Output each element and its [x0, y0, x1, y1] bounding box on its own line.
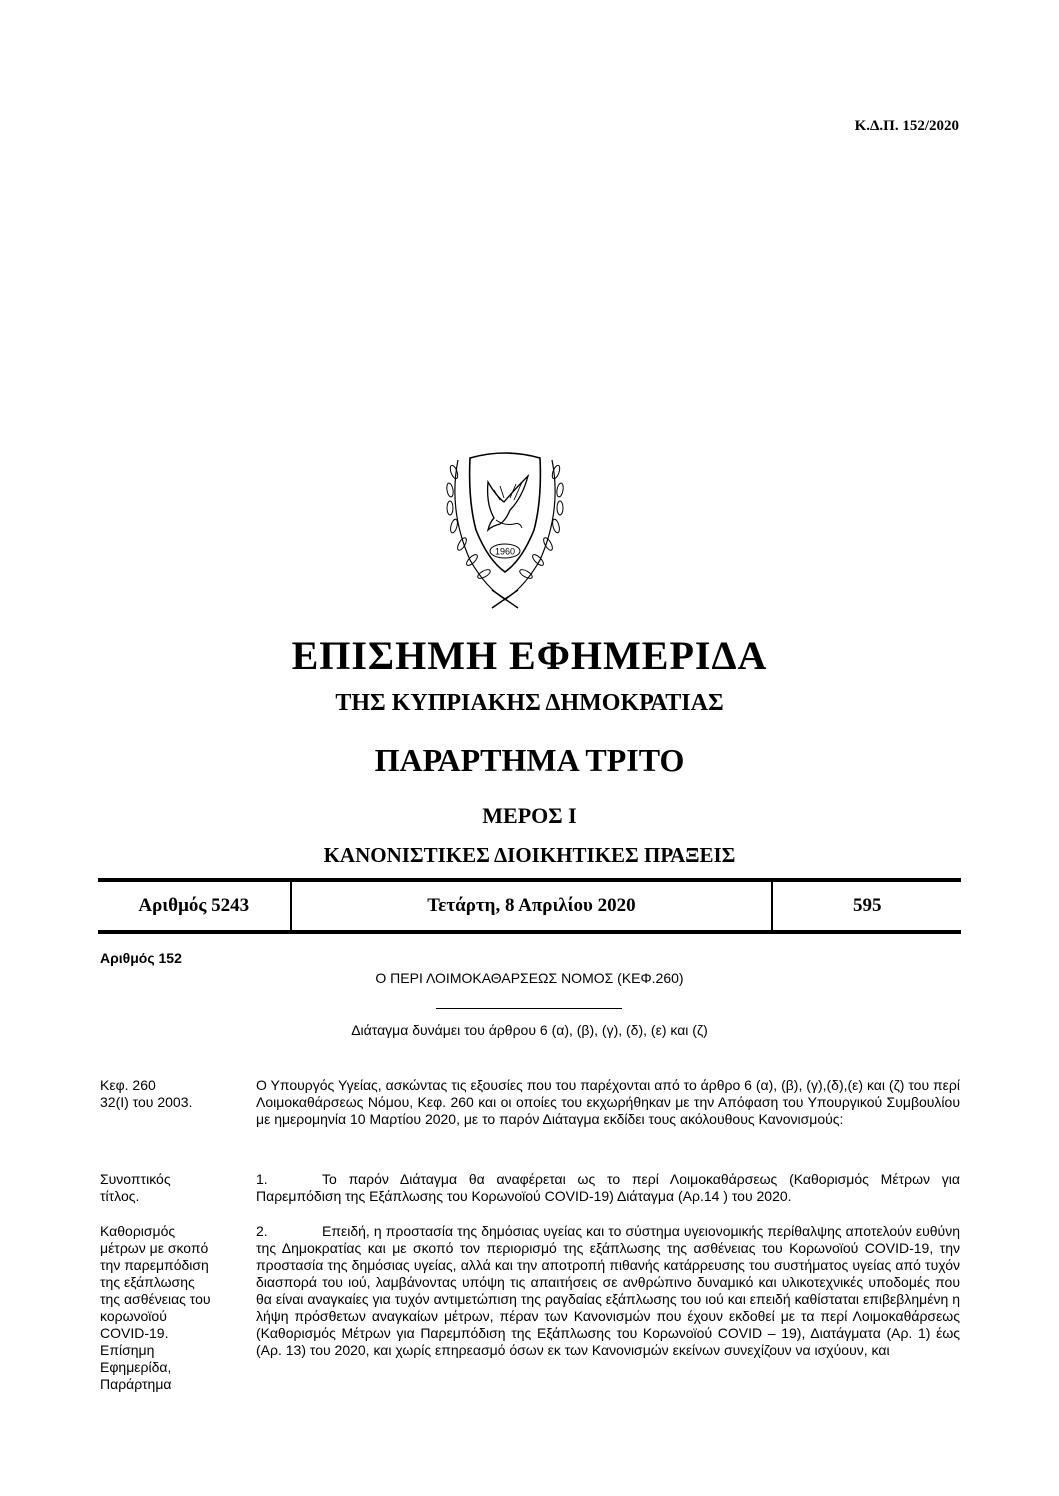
page-number: 595 — [852, 895, 882, 916]
emblem-year: 1960 — [494, 546, 516, 557]
margin-note: Καθορισμός μέτρων με σκοπό την παρεμπόδιση της εξάπλωσης της ασθένειας του κορωνοϊού COVID-19. Επίσημη Εφημερίδα, Παράρτημα — [100, 1223, 211, 1392]
paragraph-number: 2. — [256, 1223, 268, 1239]
document-number: Αριθμός 152 — [100, 950, 182, 966]
part-title: ΜΕΡΟΣ Ι — [482, 803, 577, 828]
paragraph-text: Επειδή, η προστασία της δημόσιας υγείας και το σύστημα υγειονομικής περίθαλψης αποτελούν ευθύνη της Δημοκρατίας και με σκοπό τον περιορισμό της εξάπλωσης της ασθένειας του Κορωνοϊού COVID-19, την προστασία της δημόσιας υγείας, αλλά και την αποτροπή πιθανής κατάρρευσης του συστήματος υγείας από τυχόν διασπορά του ιού, λαμβάνοντας υπόψη τις απαιτήσεις σε ανθρώπινο δυναμικό και υλικοτεχνικές υποδομές που θα είναι αναγκαίες για τυχόν αντιμετώπιση της ραγδαίας εξάπλωσης του ιού και επειδή καθίσταται επιβεβλημένη η λήψη πρόσθετων αναγκαίων μέτρων, πέραν των Κανονισμών που έχουν εκδοθεί με τα περί Λοιμοκαθάρσεως (Καθορισμός Μέτρων για Παρεμπόδιση της Εξάπλωσης του Κορωνοϊού COVID – 19), Διατάγματα (Αρ. 1) έως (Αρ. 13) του 2020, και χωρίς επηρεασμό όσων εκ των Κανονισμών εκείνων συνεχίζουν να ισχύουν, και — [256, 1223, 960, 1358]
paragraph-number: 1. — [256, 1171, 268, 1187]
gazette-subtitle: ΤΗΣ ΚΥΠΡΙΑΚΗΣ ΔΗΜΟΚΡΑΤΙΑΣ — [335, 690, 724, 716]
issue-number: Αριθμός 5243 — [138, 895, 250, 916]
law-title: Ο ΠΕΡΙ ΛΟΙΜΟΚΑΘΑΡΣΕΩΣ ΝΟΜΟΣ (ΚΕΦ.260) — [375, 970, 684, 986]
preamble-paragraph: Ο Υπουργός Υγείας, ασκώντας τις εξουσίες που του παρέχονται από το άρθρο 6 (α), (β), (γ),(δ),(ε) και (ζ) του περί Λοιμοκαθάρσεως Νόμου, Κεφ. 260 και οι οποίες του εκχωρήθηκαν με την Απόφαση του Υπουργικού Συμβουλίου με ημερομηνία 10 Μαρτίου 2020, με το παρόν Διάταγμα εκδίδει τους ακόλουθους Κανονισμούς: — [256, 1077, 960, 1127]
paragraph-1 — [256, 1171, 960, 1205]
divider — [436, 1008, 622, 1009]
gazette-reference: Κ.Δ.Π. 152/2020 — [854, 118, 959, 134]
cyprus-coat-of-arms-icon — [430, 440, 580, 610]
appendix-title: ΠΑΡΑΡΤΗΜΑ ΤΡΙΤΟ — [374, 742, 685, 778]
margin-note: Κεφ. 260 32(Ι) του 2003. — [100, 1077, 193, 1110]
paragraph-text: Το παρόν Διάταγμα θα αναφέρεται ως το περί Λοιμοκαθάρσεως (Καθορισμός Μέτρων για Παρεμπόδιση της Εξάπλωσης του Κορωνοϊού COVID-19) Διάταγμα (Αρ.14 ) του 2020. — [256, 1171, 960, 1204]
gazette-title: ΕΠΙΣΗΜΗ ΕΦΗΜΕΡΙΔΑ — [291, 633, 768, 678]
issue-date: Τετάρτη, 8 Απριλίου 2020 — [290, 882, 774, 930]
issue-info-bar — [98, 878, 961, 934]
decree-line: Διάταγμα δυνάμει του άρθρου 6 (α), (β), (γ), (δ), (ε) και (ζ) — [351, 1022, 708, 1038]
paragraph-2 — [256, 1223, 960, 1359]
margin-note: Συνοπτικός τίτλος. — [100, 1171, 171, 1204]
section-title: ΚΑΝΟΝΙΣΤΙΚΕΣ ΔΙΟΙΚΗΤΙΚΕΣ ΠΡΑΞΕΙΣ — [323, 843, 736, 867]
